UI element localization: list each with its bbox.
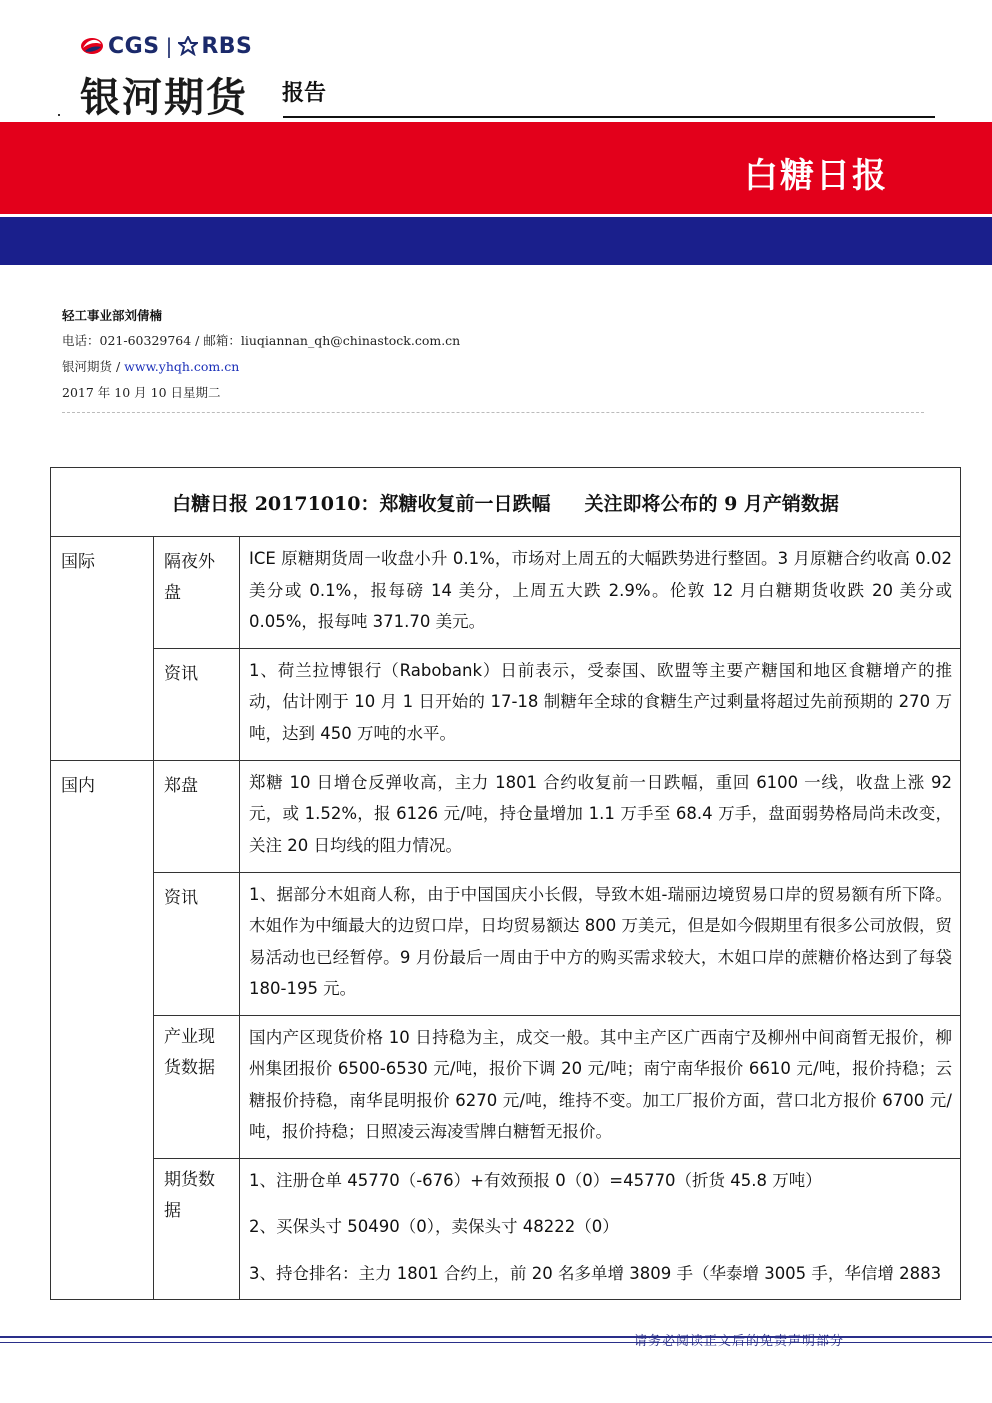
report-date: 2017 年 10 月 10 日星期二 [62,385,221,400]
zhengzhou-paragraph: 郑糖 10 日增仓反弹收高，主力 1801 合约收复前一日跌幅，重回 6100 一线，收盘上涨 92 元，或 1.52%，报 6126 元/吨，持仓量增加 1.1 万手至 68.4 万手，盘面弱势格局尚未改变，关注 20 日均线的阻力情况。 [249,772,952,855]
spot-paragraph: 国内产区现货价格 10 日持稳为主，成交一般。其中主产区广西南宁及柳州中间商暂无报价，柳州集团报价 6500-6530 元/吨，报价下调 20 元/吨；南宁南华报价 6610 元/吨，报价持稳；云糖报价持稳，南华昆明报价 6270 元/吨，维持不变。加工厂报价方面，营口北方报价 6700 元/吨，报价持稳；日照凌云海凌雪牌白糖暂无报价。 [249,1027,952,1141]
category-international: 国际 [51,537,154,761]
banner-title: 白糖日报 [744,156,888,196]
table-title-left: 白糖日报 20171010：郑糖收复前一日跌幅 [172,492,551,515]
futures-line-2: 2、买保头寸 50490（0），卖保头寸 48222（0） [249,1217,619,1236]
author-contact: 电话：021-60329764 / 邮箱：liuqiannan_qh@chinastock.com.cn [62,333,461,348]
spot-text [240,1015,961,1158]
intl-news-paragraph: 1、荷兰拉博银行（Rabobank）日前表示，受泰国、欧盟等主要产糖国和地区食糖增产的推动，估计刚于 10 月 1 日开始的 17-18 制糖年全球的食糖生产过剩量将超过先前预期的 270 万吨，达到 450 万吨的水平。 [249,660,952,743]
swirl-logo-icon [80,34,104,58]
domestic-news-text [240,872,961,1015]
report-table [50,467,961,1300]
category-domestic: 国内 [51,760,154,1300]
company-site [62,357,239,375]
label-overnight: 隔夜外盘 [154,537,240,649]
company-logo [80,32,252,60]
domestic-news-paragraph: 1、据部分木姐商人称，由于中国国庆小长假，导致木姐-瑞丽边境贸易口岸的贸易额有所下降。木姐作为中缅最大的边贸口岸，日均贸易额达 800 万美元，但是如今假期里有很多公司放假，贸易活动也已经暂停。9 月份最后一周由于中方的购买需求较大，木姐口岸的蔗糖价格达到了每袋 180-195 元。 [249,884,952,998]
divider [62,412,924,413]
label-domestic-news: 资讯 [154,872,240,1015]
site-prefix: 银河期货 / [62,359,125,374]
logo-separator: | [165,34,173,58]
logo-cgs-text: CGS [108,33,160,59]
overnight-text [240,537,961,649]
label-futures: 期货数据 [154,1158,240,1300]
logo-rbs-text: RBS [201,33,253,59]
futures-line-3: 3、持仓排名：主力 1801 合约上，前 20 名多单增 3809 手（华泰增 3005 手，华信增 2883 [249,1263,942,1283]
futures-line-1: 1、注册仓单 45770（-676）+有效预报 0（0）=45770（折货 45.8 万吨） [249,1170,822,1190]
author-dept: 轻工事业部刘倩楠 [62,308,163,323]
brand-name: 银河期货 [80,75,248,121]
futures-text [240,1158,961,1300]
overnight-paragraph: ICE 原糖期货周一收盘小升 0.1%，市场对上周五的大幅跌势进行整固。3 月原糖合约收高 0.02 美分或 0.1%，报每磅 14 美分，上周五大跌 2.9%。伦敦 12 月白糖期货收跌 20 美分或 0.05%，报每吨 371.70 美元。 [249,549,952,631]
rbs-logo-icon [178,36,198,56]
zhengzhou-text [240,760,961,872]
site-link[interactable]: www.yhqh.com.cn [124,359,240,374]
header-dot [58,114,60,116]
label-spot: 产业现货数据 [154,1015,240,1158]
blue-banner [0,217,992,265]
label-intl-news: 资讯 [154,648,240,760]
table-title-right: 关注即将公布的 9 月产销数据 [584,492,839,515]
label-zhengzhou: 郑盘 [154,760,240,872]
disclaimer-note: 请务必阅读正文后的免责声明部分 [634,1334,845,1349]
intl-news-text [240,648,961,760]
table-title [51,468,961,537]
report-label: 报告 [282,81,327,106]
header-rule [283,116,935,118]
